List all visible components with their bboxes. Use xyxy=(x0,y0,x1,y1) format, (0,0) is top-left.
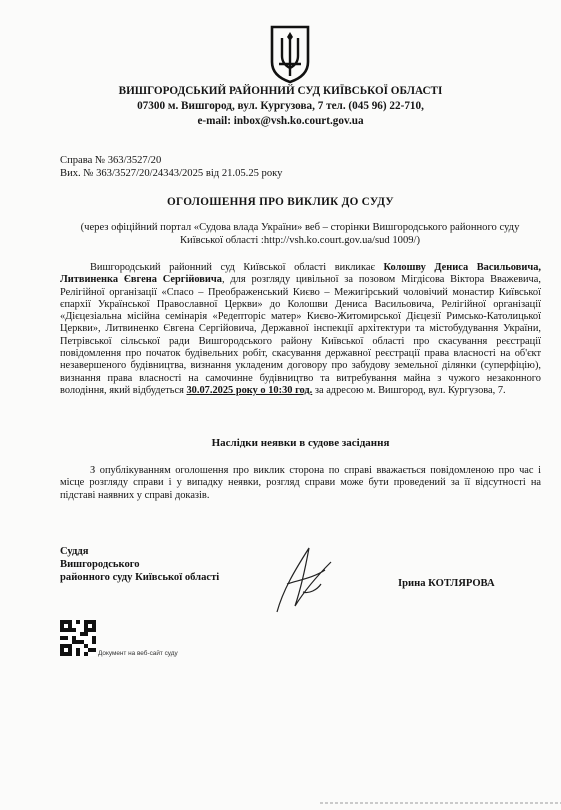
announcement-body: Вишгородський районний суд Київської області викликає Колошву Дениса Васильовича, Литвиненка Євгена Сергійовича, для розгляду цивільної за позовом Мігдісова Віктора Вважевича, Релігійної організації «Спасо – Преображенський Києво – Межигірський чоловічий монастир Київської єпархії Української Православної Церкви» до Колошви Дениса Васильовича, Релігійної організації «Дієцезіальна місійна семінарія «Редепторіс матер» Києво-Житомирської Дієцезії Римсько-Католицької Церкви», Литвиненко Євгена Сергійовича, Державної інспекції архітектури та містобудування України, Петрівської сільської ради Вишгородського району Київської області про скасування реєстрації повідомлення про початок будівельних робіт, скасування державної реєстрації права власності на об'єкт незавершеного будівництва, визнання укладеним договору про забудову земельної ділянки (суперфіцію), визнання права власності на самочинне будівництво та витребування майна з чужого незаконного володіння, який відбудеться 30.07.2025 року о 10:30 год. за адресою м. Вишгород, вул. Кургузова, 7. xyxy=(60,262,541,396)
trident-coat-of-arms-icon xyxy=(268,24,312,84)
hearing-date: 30.07.2025 року о 10:30 год. xyxy=(186,384,313,396)
page-title: ОГОЛОШЕННЯ ПРО ВИКЛИК ДО СУДУ xyxy=(167,196,394,208)
judge-name: Ірина КОТЛЯРОВА xyxy=(398,578,495,589)
case-number: Справа № 363/3527/20 xyxy=(60,155,162,166)
subtitle-line-2: Київської області :http://vsh.ko.court.gov.ua/sud 1009/) xyxy=(179,235,421,246)
subtitle-line-1: (через офіційний портал «Судова влада України» веб – сторінки Вишгородського районного суду xyxy=(80,222,520,233)
judge-role-line-1: Суддя xyxy=(60,546,89,557)
consequences-text: З опублікуванням оголошення про виклик сторона по справі вважається повідомленою про час і місце розгляду справи і у випадку неявки, розгляд справи може бути проведений за її відсутності на підставі наявних у справі доказів. xyxy=(60,465,541,501)
scan-edge-artifact xyxy=(320,792,561,800)
defendants-names: Колошву Дениса Васильовича, Литвиненка Євгена Сергійовича xyxy=(60,262,541,286)
qr-caption: Документ на веб-сайт суду xyxy=(98,650,178,657)
section-title: Наслідки неявки в судове засідання xyxy=(211,437,390,449)
court-name: ВИШГОРОДСЬКИЙ РАЙОННИЙ СУД КИЇВСЬКОЇ ОБЛАСТІ xyxy=(118,85,443,97)
court-email: e-mail: inbox@vsh.ko.court.gov.ua xyxy=(197,115,364,127)
outgoing-number: Вих. № 363/3527/20/24343/2025 від 21.05.25 року xyxy=(60,168,283,179)
judge-role-line-3: районного суду Київської області xyxy=(60,572,220,583)
handwritten-signature xyxy=(265,540,345,620)
court-address: 07300 м. Вишгород, вул. Кургузова, 7 тел. (045 96) 22-710, xyxy=(137,100,424,112)
judge-role-line-2: Вишгородського xyxy=(60,559,140,570)
qr-code xyxy=(60,620,96,656)
